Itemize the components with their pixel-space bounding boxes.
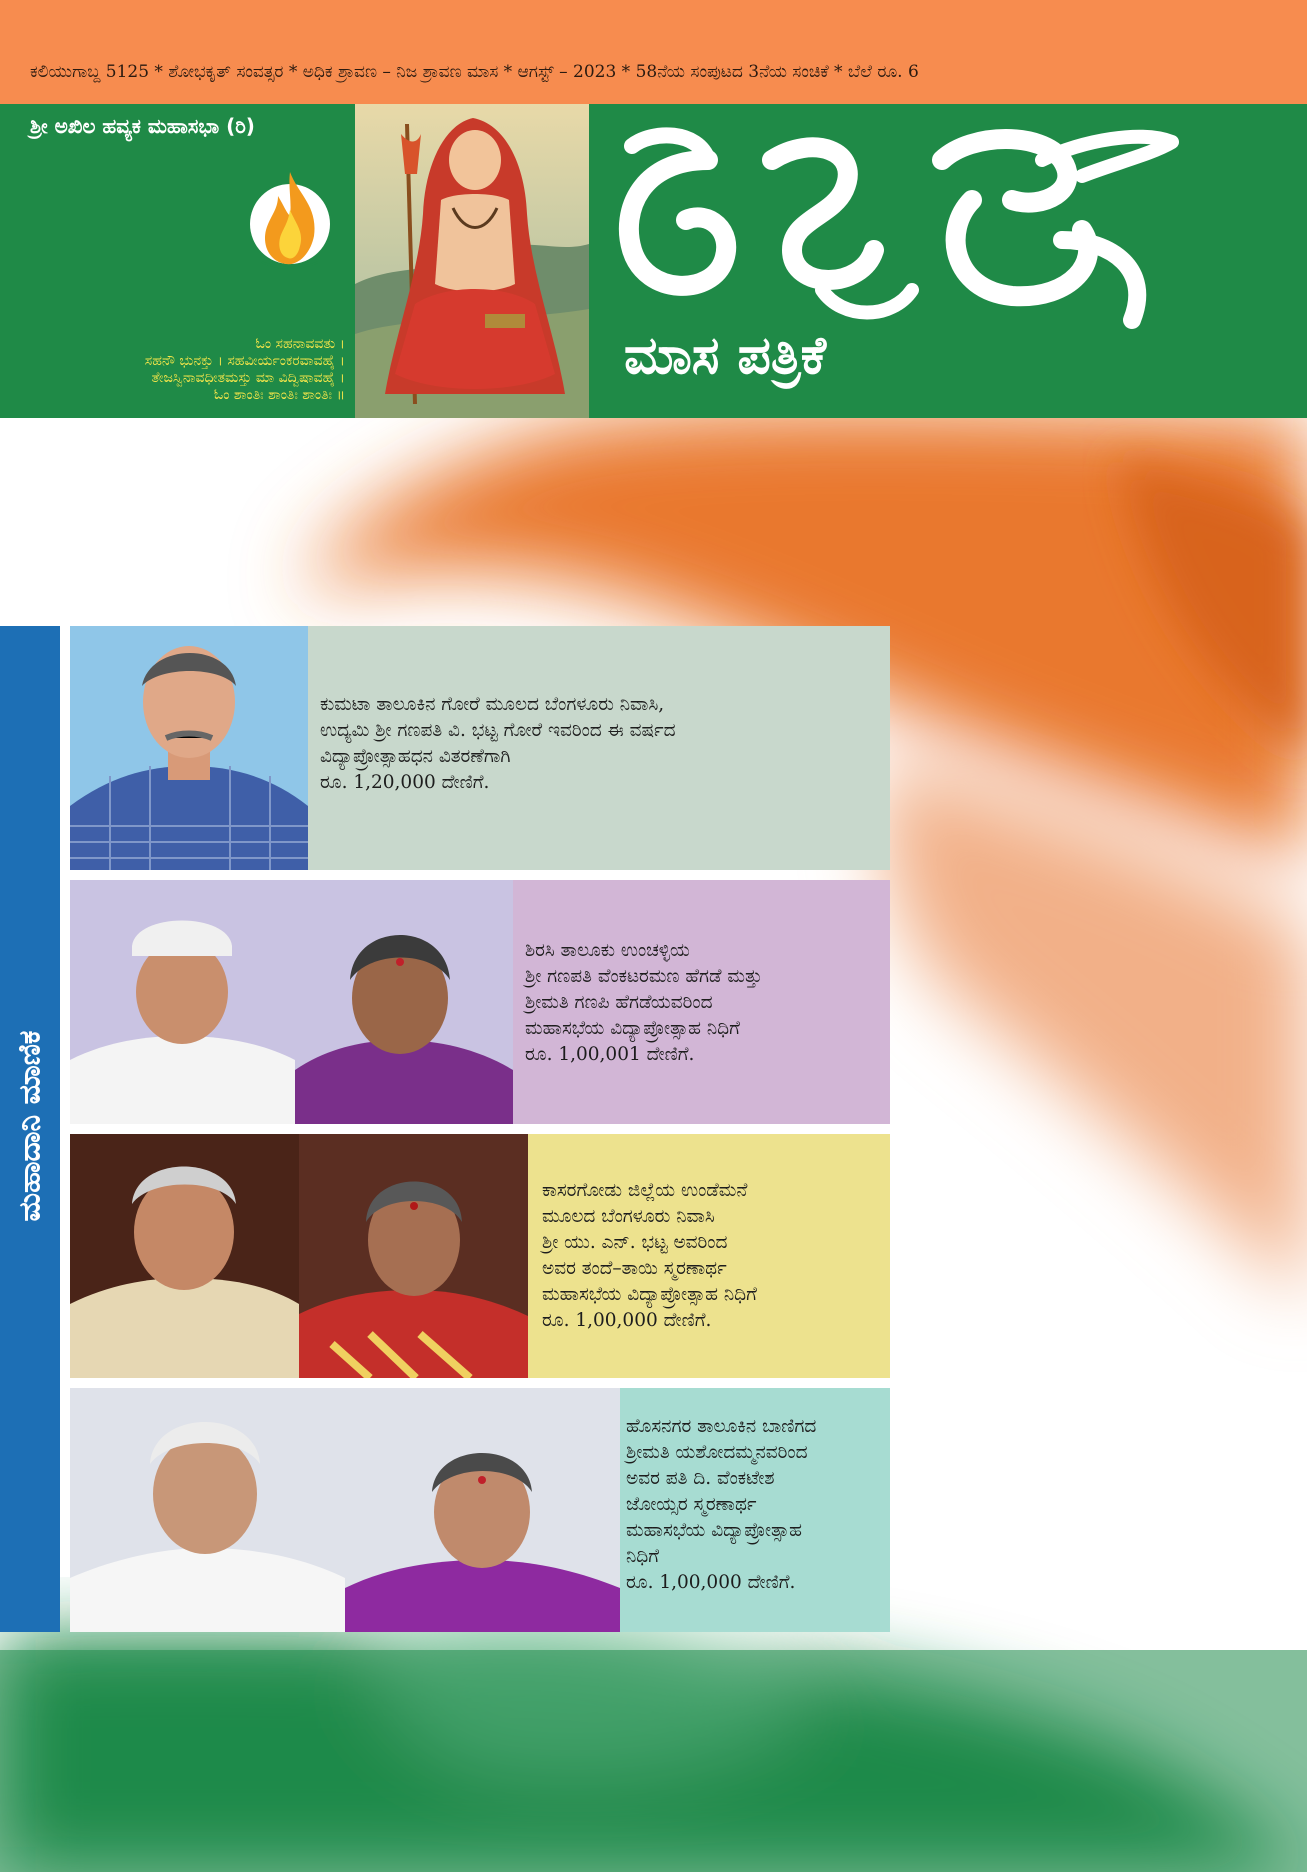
masthead-header <box>0 104 1307 418</box>
sidebar-label: ಮಹಾದಾನಿ ಮಾಣಿಕ <box>12 1030 48 1222</box>
mantra-line: ಓಂ ಶಾಂತಿಃ ಶಾಂತಿಃ ಶಾಂತಿಃ ॥ <box>213 387 345 403</box>
shanti-mantra <box>15 336 345 404</box>
donation-card <box>70 1134 890 1378</box>
donor-photo <box>70 1388 620 1632</box>
donor-photo <box>70 880 513 1124</box>
donor-photo <box>70 626 308 870</box>
donation-text: ಶಿರಸಿ ತಾಲೂಕು ಉಂಚಳ್ಳಿಯ ಶ್ರೀ ಗಣಪತಿ ವೆಂಕಟರಮಣ ಹೆಗಡೆ ಮತ್ತು ಶ್ರೀಮತಿ ಗಣಪಿ ಹೆಗಡೆಯವರಿಂದ ಮಹಾಸಭೆಯ ವಿದ್ಯಾಪ್ರೋತ್ಸಾಹ ನಿಧಿಗೆ ರೂ. 1,00,001 ದೇಣಿಗೆ. <box>525 940 763 1065</box>
masthead-title <box>612 120 1192 350</box>
shankaracharya-portrait <box>355 104 589 418</box>
top-issue-bar <box>0 0 1307 104</box>
organization-name: ಶ್ರೀ ಅಖಿಲ ಹವ್ಯಕ ಮಹಾಸಭಾ (ರಿ) <box>30 114 255 138</box>
mantra-line: ತೇಜಸ್ವಿನಾವಧೀತಮಸ್ತು ಮಾ ವಿದ್ವಿಷಾವಹೈ । <box>151 370 345 386</box>
donor-photo <box>70 1134 528 1378</box>
mantra-line: ಸಹನೌ ಭುನಕ್ತು । ಸಹವೀರ್ಯಂಕರವಾವಹೈ । <box>144 353 345 369</box>
donation-text: ಕುಮಟಾ ತಾಲೂಕಿನ ಗೋರೆ ಮೂಲದ ಬೆಂಗಳೂರು ನಿವಾಸಿ, ಉದ್ಯಮಿ ಶ್ರೀ ಗಣಪತಿ ವಿ. ಭಟ್ಟ ಗೋರೆ ಇವರಿಂದ ಈ ವರ್ಷದ ವಿದ್ಯಾಪ್ರೋತ್ಸಾಹಧನ ವಿತರಣೆಗಾಗಿ ರೂ. 1,20,000 ದೇಣಿಗೆ. <box>320 694 676 793</box>
subtitle: ಮಾಸ ಪತ್ರಿಕೆ <box>624 326 827 386</box>
donation-card <box>70 880 890 1124</box>
donation-card <box>70 1388 890 1632</box>
issue-details: ಕಲಿಯುಗಾಬ್ದ 5125 * ಶೋಭಕೃತ್ ಸಂವತ್ಸರ * ಅಧಿಕ ಶ್ರಾವಣ – ನಿಜ ಶ್ರಾವಣ ಮಾಸ * ಆಗಸ್ಟ್ – 2023 * 58ನೆಯ ಸಂಪುಟದ 3ನೆಯ ಸಂಚಿಕೆ * ಬೆಲೆ ರೂ. 6 <box>30 62 919 82</box>
sidebar-banner <box>0 626 60 1632</box>
donation-text: ಕಾಸರಗೋಡು ಜಿಲ್ಲೆಯ ಉಂಡೆಮನೆ ಮೂಲದ ಬೆಂಗಳೂರು ನಿವಾಸಿ ಶ್ರೀ ಯು. ಎನ್. ಭಟ್ಟ ಅವರಿಂದ ಅವರ ತಂದೆ–ತಾಯಿ ಸ್ಮರಣಾರ್ಥ ಮಹಾಸಭೆಯ ವಿದ್ಯಾಪ್ರೋತ್ಸಾಹ ನಿಧಿಗೆ ರೂ. 1,00,000 ದೇಣಿಗೆ. <box>542 1180 757 1331</box>
donation-text: ಹೊಸನಗರ ತಾಲೂಕಿನ ಬಾಣಿಗದ ಶ್ರೀಮತಿ ಯಶೋದಮ್ಮನವರಿಂದ ಅವರ ಪತಿ ದಿ. ವೆಂಕಟೇಶ ಜೋಯ್ಸರ ಸ್ಮರಣಾರ್ಥ ಮಹಾಸಭೆಯ ವಿದ್ಯಾಪ್ರೋತ್ಸಾಹ ನಿಧಿಗೆ ರೂ. 1,00,000 ದೇಣಿಗೆ. <box>626 1416 817 1593</box>
flame-logo-icon <box>248 166 332 274</box>
donation-card <box>70 626 890 870</box>
mantra-line: ಓಂ ಸಹನಾವವತು । <box>255 336 345 352</box>
